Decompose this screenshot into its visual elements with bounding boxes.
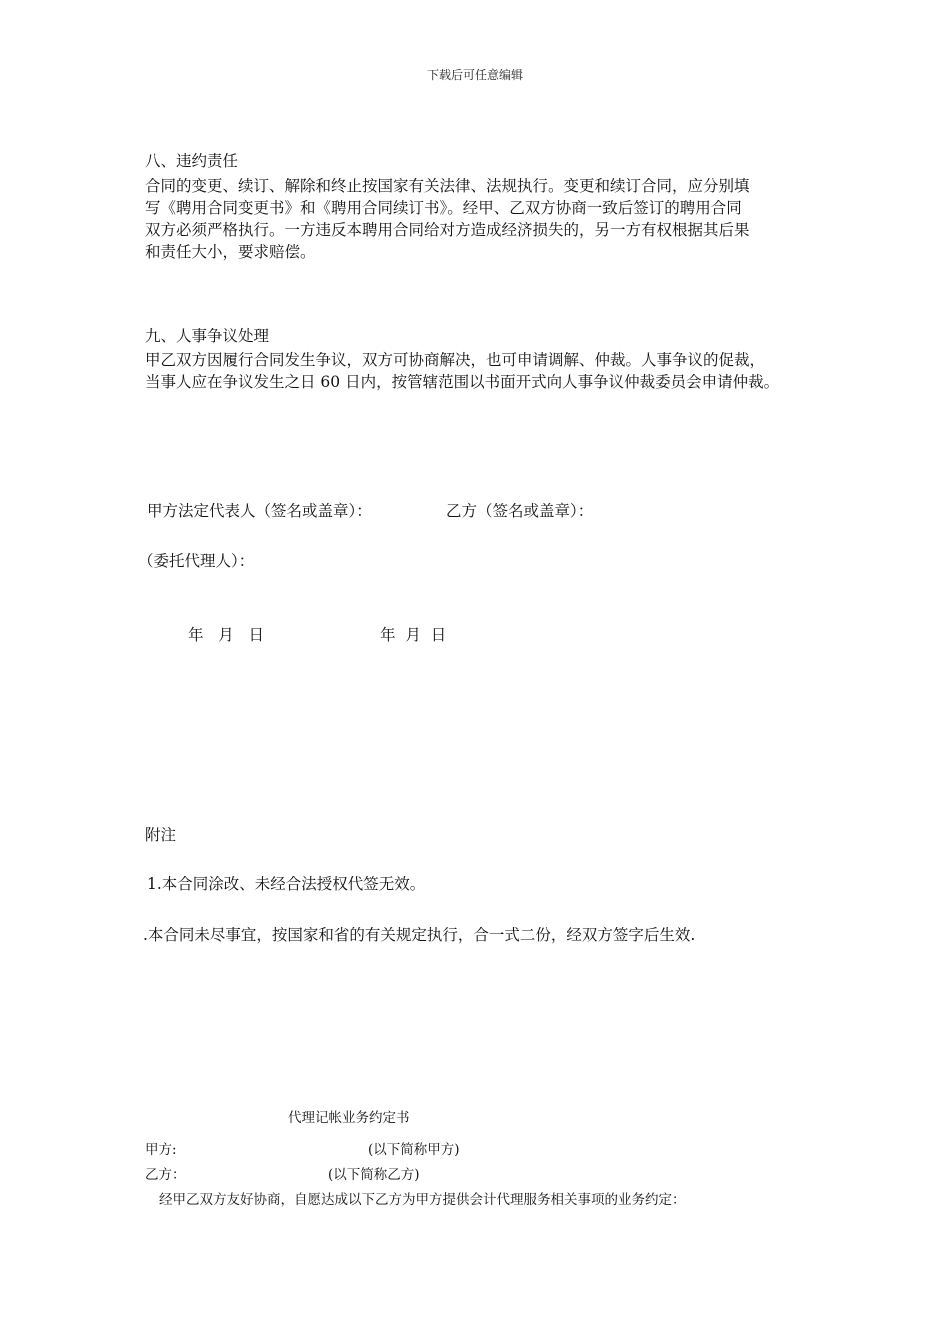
- party-b-date: 年 月 日: [380, 626, 447, 644]
- agreement-party-b-note: (以下简称乙方): [328, 1167, 420, 1183]
- note-item-2: .本合同未尽事宜，按国家和省的有关规定执行，合一式二份，经双方签字后生效.: [143, 926, 696, 944]
- page-header: 下载后可任意编辑: [426, 68, 523, 82]
- section-9-body: [145, 349, 825, 393]
- section-9-line: 当事人应在争议发生之日 60 日内，按管辖范围以书面开式向人事争议仲裁委员会申请仲裁。: [145, 373, 780, 391]
- notes-heading: 附注: [145, 826, 177, 844]
- section-9-line: 甲乙双方因履行合同发生争议，双方可协商解决，也可申请调解、仲裁。人事争议的促裁，: [145, 351, 766, 369]
- agreement-party-a-note: (以下简称甲方): [368, 1142, 460, 1158]
- party-a-date: 年 月 日: [188, 626, 265, 644]
- agreement-party-a-label: 甲方:: [145, 1142, 177, 1158]
- party-b-signature-label: 乙方（签名或盖章）：: [446, 502, 594, 520]
- section-8-line: 写《聘用合同变更书》和《聘用合同续订书》。经甲、乙双方协商一致后签订的聘用合同: [145, 199, 742, 217]
- agent-signature-label: （委托代理人）：: [138, 552, 255, 570]
- agreement-title: 代理记帐业务约定书: [288, 1110, 410, 1126]
- note-item-1: 1.本合同涂改、未经合法授权代签无效。: [147, 875, 426, 893]
- party-a-signature-label: 甲方法定代表人（签名或盖章）：: [147, 502, 372, 520]
- section-8-line: 合同的变更、续订、解除和终止按国家有关法律、法规执行。变更和续订合同，应分别填: [145, 177, 750, 195]
- section-8-heading: 八、违约责任: [145, 152, 239, 170]
- section-8-line: 和责任大小，要求赔偿。: [145, 243, 316, 261]
- agreement-party-b-label: 乙方：: [145, 1167, 186, 1183]
- section-9-heading: 九、人事争议处理: [145, 327, 270, 345]
- section-8-line: 双方必须严格执行。一方违反本聘用合同给对方造成经济损失的，另一方有权根据其后果: [145, 221, 750, 239]
- section-8-body: [145, 175, 825, 263]
- agreement-intro: 经甲乙双方友好协商，自愿达成以下乙方为甲方提供会计代理服务相关事项的业务约定：: [159, 1192, 686, 1208]
